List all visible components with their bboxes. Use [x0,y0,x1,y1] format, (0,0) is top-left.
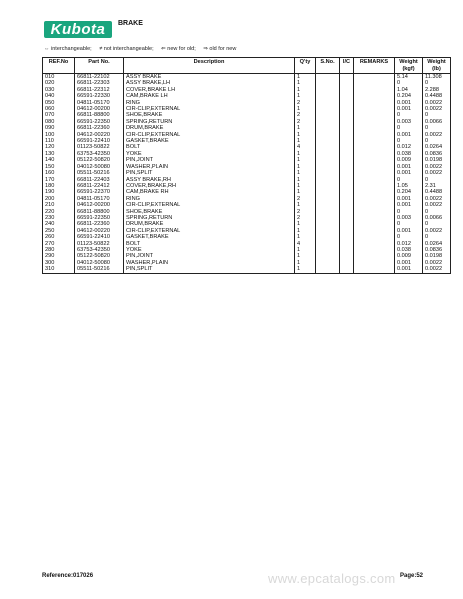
row-part-number: 66811-22360 [75,221,124,227]
row-ref: 140 [43,157,75,163]
row-ref: 200 [43,196,75,202]
row-weight-lb: 0.0198 [423,157,451,163]
row-part-number: 66811-88800 [75,112,124,118]
row-quantity: 1 [295,157,316,163]
row-description: WASHER,PLAIN [124,260,295,266]
row-ref: 110 [43,138,75,144]
row-weight-kgf: 0.001 [395,170,423,176]
row-weight-kgf: 0.001 [395,164,423,170]
row-weight-lb: 0.0022 [423,170,451,176]
row-part-number: 05122-50820 [75,253,124,259]
row-weight-lb: 0 [423,221,451,227]
row-part-number: 04012-50080 [75,260,124,266]
row-weight-kgf: 0 [395,125,423,131]
col-header-remarks: REMARKS [354,58,395,74]
row-quantity: 1 [295,125,316,131]
row-quantity: 2 [295,100,316,106]
row-part-number: 66811-22303 [75,80,124,86]
row-part-number: 66591-22410 [75,138,124,144]
row-part-number: 66811-22102 [75,74,124,81]
row-quantity: 2 [295,112,316,118]
row-quantity: 1 [295,260,316,266]
row-weight-lb: 0.0836 [423,247,451,253]
row-ref: 150 [43,164,75,170]
row-weight-kgf: 0 [395,221,423,227]
parts-table-body [43,74,451,274]
row-serial [316,74,340,81]
row-ref: 290 [43,253,75,259]
row-ref: 230 [43,215,75,221]
blank-cell [316,273,340,274]
row-part-number: 04612-00200 [75,202,124,208]
row-description: CAM,BRAKE RH [124,189,295,195]
row-quantity: 1 [295,74,316,81]
blank-cell [423,273,451,274]
row-weight-kgf: 0.001 [395,132,423,138]
row-quantity: 4 [295,144,316,150]
row-weight-lb: 0.0022 [423,196,451,202]
row-weight-kgf: 0.001 [395,106,423,112]
col-header-weight-lb: Weight (lb) [423,58,451,74]
row-part-number: 66591-22410 [75,234,124,240]
row-weight-kgf: 0.001 [395,260,423,266]
row-weight-lb: 0.4488 [423,93,451,99]
row-quantity: 1 [295,266,316,272]
row-ref: 280 [43,247,75,253]
row-quantity: 1 [295,202,316,208]
row-weight-kgf: 5.14 [395,74,423,81]
row-part-number: 04612-00200 [75,106,124,112]
row-ref: 040 [43,93,75,99]
row-quantity: 1 [295,87,316,93]
row-ref: 050 [43,100,75,106]
row-description: PIN,SPLIT [124,170,295,176]
row-weight-lb: 0.0022 [423,202,451,208]
row-part-number: 66591-22350 [75,215,124,221]
row-quantity: 2 [295,119,316,125]
table-header-row [43,58,451,74]
row-description: SHOE,BRAKE [124,209,295,215]
col-header-ref: REF.No [43,58,75,74]
row-ic [340,74,354,81]
row-part-number: 04612-00220 [75,132,124,138]
col-header-ic: I/C [340,58,354,74]
row-quantity: 4 [295,241,316,247]
row-description: GASKET,BRAKE [124,138,295,144]
row-quantity: 1 [295,253,316,259]
row-weight-lb: 0 [423,138,451,144]
row-description: CIR-CLIP,EXTERNAL [124,106,295,112]
row-weight-kgf: 0.003 [395,119,423,125]
col-header-weight-kgf: Weight (kgf) [395,58,423,74]
parts-table [42,57,451,274]
row-part-number: 01123-50822 [75,241,124,247]
row-weight-kgf: 0 [395,177,423,183]
row-part-number: 66591-22330 [75,93,124,99]
row-description: CIR-CLIP,EXTERNAL [124,132,295,138]
row-weight-kgf: 0.003 [395,215,423,221]
row-description: COVER,BRAKE,RH [124,183,295,189]
row-part-number: 63753-42350 [75,151,124,157]
row-ref: 180 [43,183,75,189]
row-weight-kgf: 0 [395,209,423,215]
row-part-number: 66811-22412 [75,183,124,189]
row-weight-kgf: 1.04 [395,87,423,93]
row-weight-lb: 0.0264 [423,144,451,150]
blank-cell [395,273,423,274]
row-weight-kgf: 0.012 [395,241,423,247]
row-ref: 260 [43,234,75,240]
row-weight-lb: 2.31 [423,183,451,189]
blank-cell [43,273,75,274]
row-part-number: 66591-22350 [75,119,124,125]
blank-cell [354,273,395,274]
row-ref: 060 [43,106,75,112]
row-description: COVER,BRAKE LH [124,87,295,93]
row-weight-lb: 0.0022 [423,228,451,234]
row-description: SPRING,RETURN [124,119,295,125]
row-quantity: 1 [295,138,316,144]
page-number: Page:52 [399,573,423,579]
row-ref: 220 [43,209,75,215]
row-description: PIN,JOINT [124,253,295,259]
row-quantity: 1 [295,189,316,195]
row-weight-kgf: 0.204 [395,93,423,99]
row-ref: 310 [43,266,75,272]
row-description: ASSY BRAKE [124,74,295,81]
row-ref: 190 [43,189,75,195]
row-quantity: 2 [295,209,316,215]
row-weight-kgf: 0.001 [395,196,423,202]
row-description: YOKE [124,247,295,253]
legend-item-interchangeable: ⇔ interchangeable; [44,46,92,52]
col-header-qty: Q'ty [295,58,316,74]
row-ref: 240 [43,221,75,227]
row-weight-lb: 0 [423,125,451,131]
blank-cell [340,273,354,274]
row-description: CAM,BRAKE LH [124,93,295,99]
kubota-logo: Kubota [44,21,112,38]
site-watermark: www.epcatalogs.com [268,571,396,586]
row-description: GASKET,BRAKE [124,234,295,240]
row-quantity: 1 [295,170,316,176]
row-quantity: 1 [295,164,316,170]
row-description: DRUM,BRAKE [124,125,295,131]
row-quantity: 1 [295,106,316,112]
row-weight-kgf: 0.001 [395,100,423,106]
row-part-number: 63753-42350 [75,247,124,253]
row-weight-lb: 0 [423,234,451,240]
row-weight-lb: 0.4488 [423,189,451,195]
row-description: SPRING,RETURN [124,215,295,221]
row-description: RING [124,100,295,106]
row-weight-lb: 0 [423,112,451,118]
row-part-number: 04811-05170 [75,100,124,106]
row-weight-lb: 0 [423,209,451,215]
row-weight-kgf: 0.009 [395,157,423,163]
table-blank-area [43,273,451,274]
row-weight-kgf: 0.038 [395,151,423,157]
blank-cell [124,273,295,274]
section-title: BRAKE [118,20,143,27]
legend-item-new-for-old: ⇐ new for old; [161,46,196,52]
row-part-number: 66811-22403 [75,177,124,183]
row-part-number: 05122-50820 [75,157,124,163]
row-ref: 210 [43,202,75,208]
row-quantity: 1 [295,221,316,227]
blank-cell [75,273,124,274]
row-description: DRUM,BRAKE [124,221,295,227]
legend-item-old-for-new: ⇒ old for new [203,46,237,52]
row-quantity: 1 [295,93,316,99]
row-weight-kgf: 1.05 [395,183,423,189]
row-description: PIN,JOINT [124,157,295,163]
row-weight-kgf: 0.001 [395,202,423,208]
row-weight-kgf: 0.001 [395,228,423,234]
row-weight-kgf: 0.001 [395,266,423,272]
row-quantity: 1 [295,247,316,253]
row-quantity: 1 [295,177,316,183]
row-quantity: 2 [295,215,316,221]
row-quantity: 1 [295,234,316,240]
row-ref: 300 [43,260,75,266]
row-ref: 020 [43,80,75,86]
row-ref: 030 [43,87,75,93]
row-weight-lb: 0.0066 [423,119,451,125]
row-weight-kgf: 0 [395,234,423,240]
row-part-number: 66811-88800 [75,209,124,215]
row-remarks [354,74,395,81]
table-row [43,74,451,81]
row-weight-lb: 0.0198 [423,253,451,259]
col-header-serial: S.No. [316,58,340,74]
row-part-number: 05511-50216 [75,266,124,272]
row-weight-kgf: 0.204 [395,189,423,195]
row-ref: 250 [43,228,75,234]
col-header-description: Description [124,58,295,74]
row-ref: 010 [43,74,75,81]
row-part-number: 05511-50216 [75,170,124,176]
blank-cell [295,273,316,274]
row-part-number: 01123-50822 [75,144,124,150]
row-description: CIR-CLIP,EXTERNAL [124,202,295,208]
row-weight-lb: 0 [423,80,451,86]
col-header-part: Part No. [75,58,124,74]
row-part-number: 66591-22370 [75,189,124,195]
row-description: ASSY BRAKE,RH [124,177,295,183]
row-weight-kgf: 0.009 [395,253,423,259]
row-weight-lb: 0.0066 [423,215,451,221]
row-ref: 270 [43,241,75,247]
row-weight-lb: 0.0022 [423,164,451,170]
row-quantity: 1 [295,228,316,234]
row-ref: 080 [43,119,75,125]
row-quantity: 1 [295,132,316,138]
row-description: ASSY BRAKE,LH [124,80,295,86]
row-ref: 100 [43,132,75,138]
row-weight-kgf: 0.012 [395,144,423,150]
row-part-number: 66811-22312 [75,87,124,93]
row-weight-lb: 0.0264 [423,241,451,247]
row-ref: 070 [43,112,75,118]
row-ref: 160 [43,170,75,176]
row-description: YOKE [124,151,295,157]
row-quantity: 1 [295,183,316,189]
row-weight-lb: 2.288 [423,87,451,93]
row-description: CIR-CLIP,EXTERNAL [124,228,295,234]
reference-number: Reference:017026 [42,573,94,579]
row-ref: 170 [43,177,75,183]
row-weight-kgf: 0.038 [395,247,423,253]
row-ref: 130 [43,151,75,157]
row-weight-lb: 0.0022 [423,132,451,138]
row-weight-lb: 0.0022 [423,106,451,112]
row-description: SHOE,BRAKE [124,112,295,118]
row-weight-lb: 0.0022 [423,266,451,272]
row-description: PIN,SPLIT [124,266,295,272]
row-part-number: 66811-22360 [75,125,124,131]
row-ref: 090 [43,125,75,131]
row-part-number: 04612-00220 [75,228,124,234]
row-weight-lb: 0 [423,177,451,183]
row-part-number: 04811-05170 [75,196,124,202]
row-weight-lb: 11.308 [423,74,451,81]
row-description: RING [124,196,295,202]
row-weight-kgf: 0 [395,80,423,86]
row-quantity: 2 [295,196,316,202]
row-description: BOLT [124,144,295,150]
row-quantity: 1 [295,80,316,86]
row-weight-kgf: 0 [395,112,423,118]
row-weight-lb: 0.0836 [423,151,451,157]
row-part-number: 04012-50080 [75,164,124,170]
row-weight-lb: 0.0022 [423,260,451,266]
interchange-legend [44,46,242,52]
row-description: WASHER,PLAIN [124,164,295,170]
row-quantity: 1 [295,151,316,157]
row-weight-kgf: 0 [395,138,423,144]
row-weight-lb: 0.0022 [423,100,451,106]
legend-item-not-interchangeable: ≠ not interchangeable; [99,46,154,52]
row-description: BOLT [124,241,295,247]
row-ref: 120 [43,144,75,150]
